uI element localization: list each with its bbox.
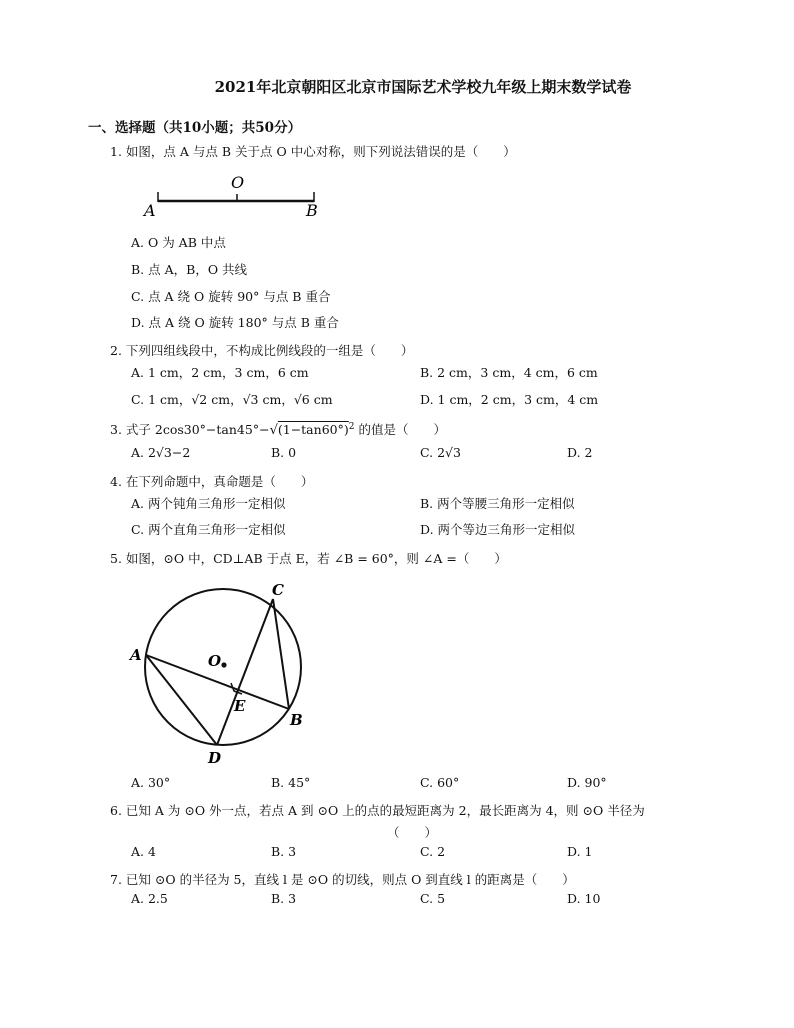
q4-option-a[interactable]: A. 两个钝角三角形一定相似 xyxy=(131,496,286,511)
question-4-stem: 4. 在下列命题中，真命题是（ ） xyxy=(110,474,314,489)
q7-option-a[interactable]: A. 2.5 xyxy=(131,891,168,906)
q3-option-c[interactable]: C. 2√3 xyxy=(420,445,461,460)
label-a: A xyxy=(144,201,156,220)
question-1-figure xyxy=(140,172,330,220)
label-o: O xyxy=(231,173,245,192)
question-1-stem: 1. 如图，点 A 与点 B 关于点 O 中心对称，则下列说法错误的是（ ） xyxy=(110,144,516,159)
q3-stem-suffix: 的值是（ ） xyxy=(354,422,446,437)
question-6-stem: 6. 已知 A 为 ⊙O 外一点，若点 A 到 ⊙O 上的点的最短距离为 2，最长距离为 4，则 ⊙O 半径为 xyxy=(110,803,645,818)
label-d: D xyxy=(208,749,222,767)
q3-option-d[interactable]: D. 2 xyxy=(567,445,593,460)
label-c: C xyxy=(272,581,284,599)
q2-option-c[interactable]: C. 1 cm，√2 cm，√3 cm，√6 cm xyxy=(131,392,333,407)
label-e: E xyxy=(234,697,246,715)
q7-option-b[interactable]: B. 3 xyxy=(271,891,297,906)
q4-option-b[interactable]: B. 两个等腰三角形一定相似 xyxy=(420,496,575,511)
q2-option-a[interactable]: A. 1 cm，2 cm，3 cm，6 cm xyxy=(131,365,309,380)
q1-option-b[interactable]: B. 点 A，B，O 共线 xyxy=(131,262,248,277)
exam-title: 2021年北京朝阳区北京市国际艺术学校九年级上期末数学试卷 xyxy=(214,78,632,96)
q6-option-d[interactable]: D. 1 xyxy=(567,844,593,859)
q3-option-b[interactable]: B. 0 xyxy=(271,445,297,460)
question-7-stem: 7. 已知 ⊙O 的半径为 5，直线 l 是 ⊙O 的切线，则点 O 到直线 l 的距离是（ ） xyxy=(110,872,575,887)
center-dot xyxy=(221,662,226,667)
q3-stem-radical: (1−tan60°) xyxy=(277,422,349,437)
q1-option-a[interactable]: A. O 为 AB 中点 xyxy=(131,235,226,250)
q5-option-d[interactable]: D. 90° xyxy=(567,775,607,790)
q3-option-a[interactable]: A. 2√3−2 xyxy=(131,445,191,460)
q1-option-c[interactable]: C. 点 A 绕 O 旋转 90° 与点 B 重合 xyxy=(131,289,331,304)
q5-option-a[interactable]: A. 30° xyxy=(131,775,171,790)
q5-option-c[interactable]: C. 60° xyxy=(420,775,460,790)
question-5-stem: 5. 如图，⊙O 中，CD⊥AB 于点 E，若 ∠B = 60°，则 ∠A =（ ） xyxy=(110,551,507,566)
label-o: O xyxy=(208,652,222,670)
q5-option-b[interactable]: B. 45° xyxy=(271,775,311,790)
question-3-stem: 3. 式子 $2\cos 30^\circ-\tan 45^\circ-√(1-\tan 60^\circ)^2$ 的值是（ ） xyxy=(110,421,446,438)
label-b: B xyxy=(290,711,303,729)
label-a: A xyxy=(130,646,142,664)
label-b: B xyxy=(306,201,318,220)
q6-option-b[interactable]: B. 3 xyxy=(271,844,297,859)
section-heading: 一、选择题（共10小题；共50分） xyxy=(88,120,302,136)
q6-answer-paren: （ ） xyxy=(387,825,438,840)
q4-option-d[interactable]: D. 两个等边三角形一定相似 xyxy=(420,522,576,537)
q6-option-a[interactable]: A. 4 xyxy=(131,844,156,859)
q4-option-c[interactable]: C. 两个直角三角形一定相似 xyxy=(131,522,286,537)
q7-option-d[interactable]: D. 10 xyxy=(567,891,601,906)
q6-option-c[interactable]: C. 2 xyxy=(420,844,446,859)
q7-option-c[interactable]: C. 5 xyxy=(420,891,446,906)
q3-stem-prefix: 3. 式子 2cos30°−tan45°− xyxy=(110,422,270,437)
question-5-figure xyxy=(128,578,328,768)
chord-cd xyxy=(217,599,273,745)
q1-option-d[interactable]: D. 点 A 绕 O 旋转 180° 与点 B 重合 xyxy=(131,315,339,330)
q2-option-d[interactable]: D. 1 cm，2 cm，3 cm，4 cm xyxy=(420,392,599,407)
q2-option-b[interactable]: B. 2 cm，3 cm，4 cm，6 cm xyxy=(420,365,598,380)
q3-stem-exponent: 2 xyxy=(348,421,355,432)
question-2-stem: 2. 下列四组线段中，不构成比例线段的一组是（ ） xyxy=(110,343,414,358)
